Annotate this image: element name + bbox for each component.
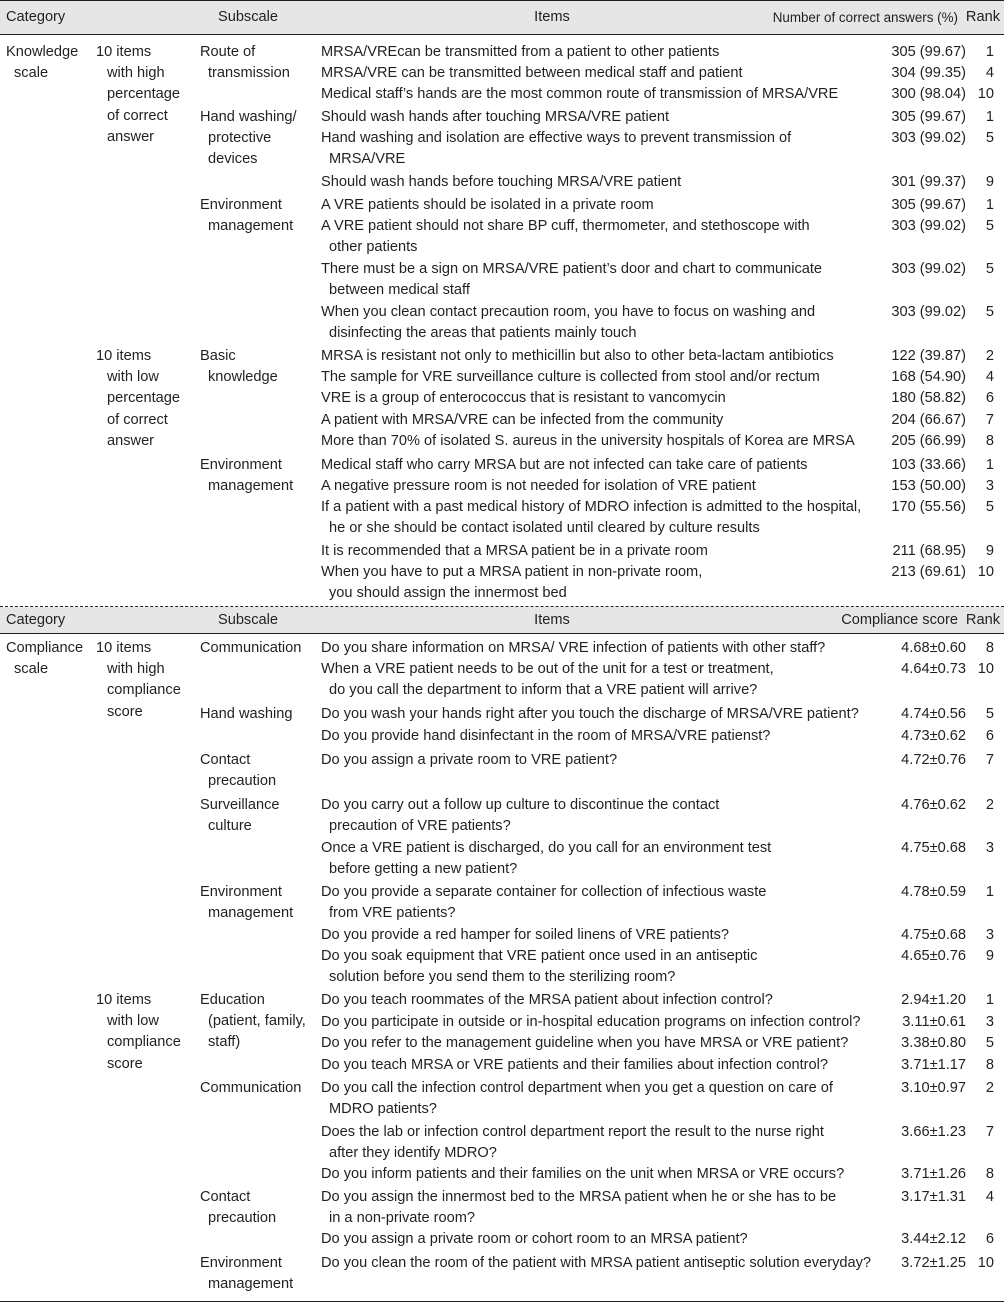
item-text: you should assign the innermost bed (329, 585, 567, 602)
subscale-label: protective (208, 130, 272, 147)
row-value: 3.66±1.23 (901, 1124, 966, 1140)
item-text: A negative pressure room is not needed for isolation of VRE patient (321, 478, 756, 494)
subscale-label: Hand washing/ (200, 109, 297, 125)
row-rank: 3 (985, 478, 994, 494)
row-rank: 8 (985, 433, 994, 449)
item-text: Do you wash your hands right after you touch the discharge of MRSA/VRE patient? (321, 706, 859, 722)
row-value: 303 (99.02) (891, 130, 966, 146)
row-value: 180 (58.82) (891, 390, 966, 406)
column-header-category: Category (6, 9, 66, 25)
group-label: with high (107, 65, 165, 82)
row-rank: 9 (985, 543, 994, 559)
item-text: Do you carry out a follow up culture to discontinue the contact (321, 797, 720, 813)
row-value: 4.75±0.68 (901, 840, 966, 856)
row-value: 3.72±1.25 (901, 1255, 966, 1271)
item-text: do you call the department to inform that a VRE patient will arrive? (329, 682, 758, 699)
column-header-subscale: Subscale (217, 611, 279, 628)
item-text: Do you clean the room of the patient with MRSA patient antiseptic solution everyday? (321, 1255, 872, 1271)
item-text: MRSA/VRE (329, 151, 406, 168)
subscale-label: Environment (200, 457, 282, 473)
column-header-items: Items (534, 9, 570, 25)
row-rank: 7 (985, 412, 994, 428)
column-header-subscale: Subscale (217, 9, 279, 25)
row-value: 2.94±1.20 (901, 992, 966, 1008)
row-value: 3.38±0.80 (901, 1035, 966, 1051)
row-value: 4.73±0.62 (901, 728, 966, 744)
item-text: Do you teach MRSA or VRE patients and their families about infection control? (321, 1057, 828, 1073)
item-text: Medical staff who carry MRSA but are not infected can take care of patients (321, 457, 808, 473)
item-text: from VRE patients? (329, 905, 456, 922)
category-label: Knowledge (6, 44, 79, 60)
item-text: If a patient with a past medical history of MDRO infection is admitted to the hospital, (321, 499, 862, 515)
item-text: Do you assign a private room or cohort room to an MRSA patient? (321, 1231, 748, 1247)
group-label: of correct (107, 411, 168, 428)
item-text: Do you participate in outside or in-hospital education programs on infection control? (321, 1014, 861, 1030)
item-text: It is recommended that a MRSA patient be in a private room (321, 543, 708, 559)
row-rank: 1 (985, 992, 994, 1008)
row-value: 3.44±2.12 (901, 1231, 966, 1247)
row-rank: 2 (985, 348, 994, 364)
column-header-rank: Rank (965, 9, 1000, 25)
row-value: 103 (33.66) (891, 457, 966, 473)
subscale-label: Communication (200, 640, 302, 656)
row-value: 4.78±0.59 (901, 884, 966, 900)
row-rank: 1 (985, 197, 994, 213)
row-value: 3.17±1.31 (901, 1189, 966, 1205)
table-rule (0, 633, 1004, 634)
row-rank: 6 (985, 728, 994, 744)
subscale-label: culture (208, 818, 252, 835)
item-text: Do you provide a red hamper for soiled linens of VRE patients? (321, 927, 730, 943)
subscale-label: Communication (200, 1080, 302, 1096)
item-text: Do you assign the innermost bed to the MRSA patient when he or she has to be (321, 1189, 837, 1205)
row-rank: 10 (977, 1255, 994, 1271)
row-rank: 3 (985, 840, 994, 856)
row-rank: 10 (977, 564, 994, 580)
row-value: 170 (55.56) (891, 499, 966, 515)
row-rank: 7 (985, 752, 994, 768)
item-text: There must be a sign on MRSA/VRE patient’s door and chart to communicate (321, 261, 823, 277)
item-text: after they identify MDRO? (329, 1145, 497, 1162)
row-value: 3.10±0.97 (901, 1080, 966, 1096)
row-value: 122 (39.87) (891, 348, 966, 364)
item-text: Do you refer to the management guideline when you have MRSA or VRE patient? (321, 1035, 849, 1051)
item-text: Do you provide hand disinfectant in the room of MRSA/VRE patienst? (321, 728, 771, 744)
item-text: MRSA/VREcan be transmitted from a patient to other patients (321, 44, 720, 60)
row-rank: 9 (985, 948, 994, 964)
subscale-label: management (208, 478, 294, 495)
row-value: 305 (99.67) (891, 197, 966, 213)
item-text: solution before you send them to the sterilizing room? (329, 969, 676, 986)
subscale-label: Environment (200, 1255, 282, 1271)
row-value: 303 (99.02) (891, 261, 966, 277)
row-value: 213 (69.61) (891, 564, 966, 580)
group-label: answer (107, 128, 155, 145)
row-value: 300 (98.04) (891, 86, 966, 102)
row-value: 305 (99.67) (891, 44, 966, 60)
item-text: A VRE patients should be isolated in a private room (321, 197, 654, 213)
subscale-label: (patient, family, (208, 1013, 306, 1030)
group-label: compliance (107, 1034, 181, 1051)
subscale-label: management (208, 905, 294, 922)
row-value: 4.76±0.62 (901, 797, 966, 813)
group-label: 10 items (96, 640, 152, 656)
item-text: VRE is a group of enterococcus that is resistant to vancomycin (321, 390, 726, 406)
row-rank: 3 (985, 1014, 994, 1030)
item-text: in a non-private room? (329, 1210, 476, 1227)
row-rank: 1 (985, 44, 994, 60)
column-header-value: Number of correct answers (%) (772, 10, 958, 25)
item-text: The sample for VRE surveillance culture is collected from stool and/or rectum (321, 369, 820, 385)
row-rank: 2 (985, 1080, 994, 1096)
group-label: 10 items (96, 44, 152, 60)
group-label: score (107, 703, 143, 720)
row-rank: 10 (977, 661, 994, 677)
subscale-label: Surveillance (200, 797, 280, 813)
row-value: 301 (99.37) (891, 174, 966, 190)
group-label: compliance (107, 682, 181, 699)
subscale-label: Basic (200, 348, 236, 364)
group-label: with high (107, 661, 165, 678)
row-rank: 5 (985, 1035, 994, 1051)
row-value: 303 (99.02) (891, 218, 966, 234)
row-value: 3.71±1.17 (901, 1057, 966, 1073)
row-value: 303 (99.02) (891, 304, 966, 320)
row-value: 305 (99.67) (891, 109, 966, 125)
item-text: More than 70% of isolated S. aureus in the university hospitals of Korea are MRSA (321, 433, 855, 449)
row-rank: 5 (985, 304, 994, 320)
item-text: Do you provide a separate container for collection of infectious waste (321, 884, 767, 900)
item-text: MDRO patients? (329, 1101, 437, 1118)
subscale-label: Hand washing (200, 706, 293, 722)
row-rank: 4 (985, 369, 994, 385)
group-label: 10 items (96, 348, 152, 364)
row-rank: 7 (985, 1124, 994, 1140)
item-text: Should wash hands after touching MRSA/VRE patient (321, 109, 670, 125)
row-rank: 6 (985, 390, 994, 406)
group-label: percentage (107, 390, 181, 407)
row-value: 304 (99.35) (891, 65, 966, 81)
row-value: 4.74±0.56 (901, 706, 966, 722)
row-value: 168 (54.90) (891, 369, 966, 385)
group-label: of correct (107, 107, 168, 124)
row-value: 4.68±0.60 (901, 640, 966, 656)
group-label: answer (107, 432, 155, 449)
subscale-label: transmission (208, 65, 290, 82)
item-text: he or she should be contact isolated until cleared by culture results (329, 520, 760, 537)
table-rule (0, 1301, 1004, 1302)
row-rank: 5 (985, 499, 994, 515)
row-value: 4.65±0.76 (901, 948, 966, 964)
row-rank: 6 (985, 1231, 994, 1247)
subscale-label: Contact (200, 1189, 251, 1205)
item-text: Do you share information on MRSA/ VRE infection of patients with other staff? (321, 640, 826, 656)
item-text: Do you teach roommates of the MRSA patient about infection control? (321, 992, 773, 1008)
row-rank: 1 (985, 109, 994, 125)
row-rank: 5 (985, 218, 994, 234)
row-value: 3.71±1.26 (901, 1166, 966, 1182)
table-rule (0, 34, 1004, 35)
item-text: A patient with MRSA/VRE can be infected from the community (321, 412, 724, 428)
item-text: Medical staff’s hands are the most common route of transmission of MRSA/VRE (321, 86, 839, 102)
row-rank: 8 (985, 1057, 994, 1073)
subscale-label: Environment (200, 884, 282, 900)
item-text: Do you assign a private room to VRE patient? (321, 752, 618, 768)
column-header-items: Items (534, 611, 570, 628)
item-text: precaution of VRE patients? (329, 818, 511, 835)
item-text: Once a VRE patient is discharged, do you call for an environment test (321, 840, 772, 856)
subscale-label: Education (200, 992, 265, 1008)
row-rank: 4 (985, 1189, 994, 1205)
group-label: with low (107, 369, 159, 386)
row-rank: 8 (985, 640, 994, 656)
item-text: before getting a new patient? (329, 861, 518, 878)
row-rank: 5 (985, 130, 994, 146)
row-rank: 9 (985, 174, 994, 190)
subscale-label: precaution (208, 1210, 277, 1227)
group-label: with low (107, 1013, 159, 1030)
row-value: 204 (66.67) (891, 412, 966, 428)
subscale-label: Environment (200, 197, 282, 213)
row-rank: 5 (985, 261, 994, 277)
category-label: scale (14, 661, 49, 678)
item-text: between medical staff (329, 282, 470, 299)
row-value: 3.11±0.61 (902, 1014, 966, 1030)
row-rank: 1 (985, 884, 994, 900)
item-text: Does the lab or infection control department report the result to the nurse right (321, 1124, 824, 1140)
row-rank: 2 (985, 797, 994, 813)
subscale-label: Contact (200, 752, 251, 768)
row-value: 211 (68.95) (892, 543, 966, 559)
subscale-label: knowledge (208, 369, 278, 386)
item-text: Do you call the infection control department when you get a question on care of (321, 1080, 833, 1096)
subscale-label: management (208, 218, 294, 235)
group-label: percentage (107, 86, 181, 103)
column-header-category: Category (6, 611, 66, 628)
item-text: Do you inform patients and their families on the unit when MRSA or VRE occurs? (321, 1166, 845, 1182)
row-rank: 4 (985, 65, 994, 81)
row-value: 153 (50.00) (891, 478, 966, 494)
item-text: A VRE patient should not share BP cuff, thermometer, and stethoscope with (321, 218, 810, 234)
item-text: Do you soak equipment that VRE patient once used in an antiseptic (321, 948, 758, 964)
row-value: 4.72±0.76 (901, 752, 966, 768)
subscale-label: devices (208, 151, 258, 168)
row-rank: 3 (985, 927, 994, 943)
row-value: 205 (66.99) (891, 433, 966, 449)
group-label: 10 items (96, 992, 152, 1008)
item-text: When you have to put a MRSA patient in non-private room, (321, 564, 703, 580)
row-rank: 10 (977, 86, 994, 102)
row-rank: 8 (985, 1166, 994, 1182)
row-rank: 1 (985, 457, 994, 473)
row-value: 4.75±0.68 (901, 927, 966, 943)
item-text: MRSA is resistant not only to methicillin but also to other beta-lactam antibiotics (321, 348, 834, 364)
row-rank: 5 (985, 706, 994, 722)
column-header-rank: Rank (965, 611, 1000, 628)
item-text: MRSA/VRE can be transmitted between medical staff and patient (321, 65, 743, 81)
subscale-label: management (208, 1276, 294, 1293)
item-text: Should wash hands before touching MRSA/VRE patient (321, 174, 682, 190)
row-value: 4.64±0.73 (901, 661, 966, 677)
item-text: Hand washing and isolation are effective ways to prevent transmission of (321, 130, 792, 146)
item-text: disinfecting the areas that patients mainly touch (329, 325, 637, 342)
category-label: scale (14, 65, 49, 82)
item-text: When you clean contact precaution room, you have to focus on washing and (321, 304, 816, 320)
category-label: Compliance (6, 640, 84, 656)
subscale-label: Route of (200, 44, 256, 60)
column-header-value: Compliance score (841, 611, 958, 628)
group-label: score (107, 1055, 143, 1072)
item-text: other patients (329, 239, 418, 256)
subscale-label: precaution (208, 773, 277, 790)
subscale-label: staff) (208, 1034, 241, 1051)
item-text: When a VRE patient needs to be out of the unit for a test or treatment, (321, 661, 774, 677)
